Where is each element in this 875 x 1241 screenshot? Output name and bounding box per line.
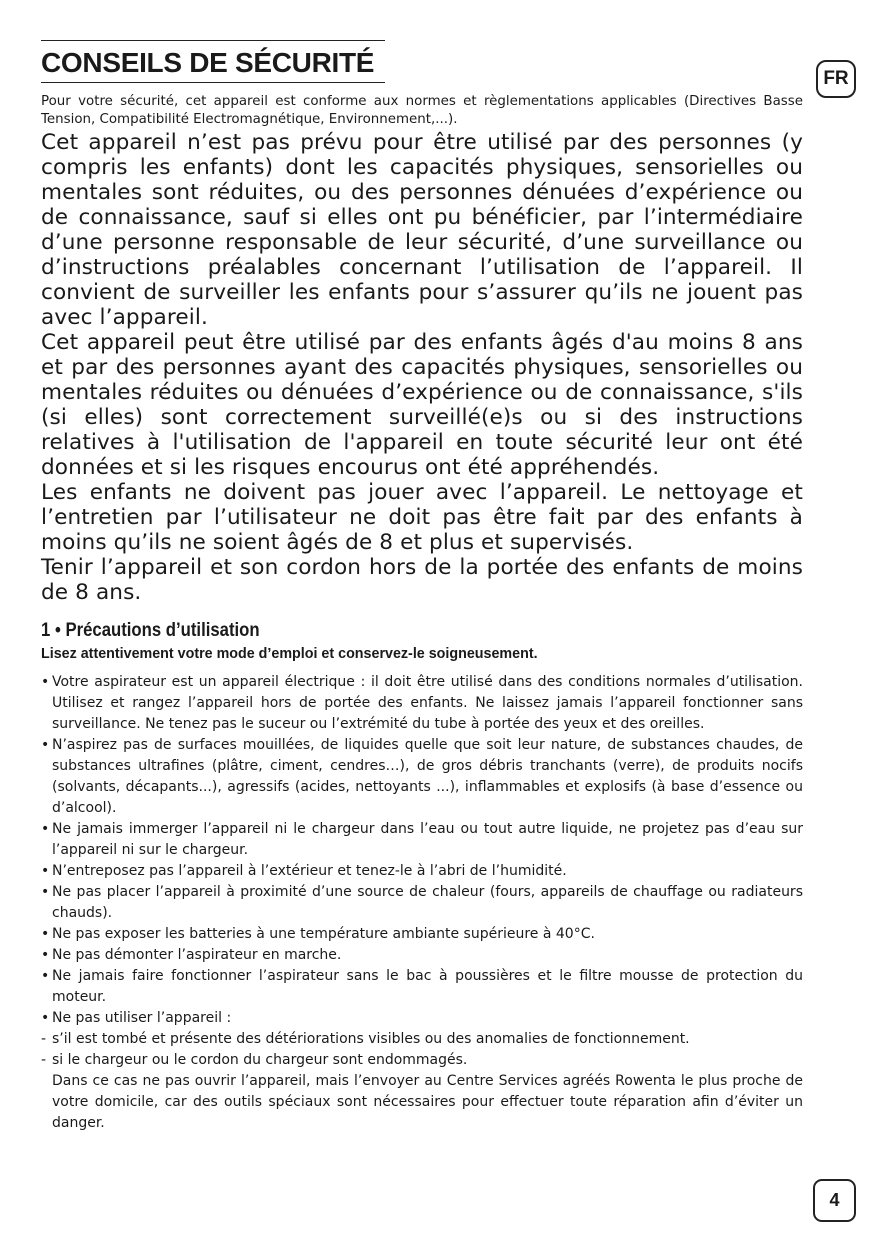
list-item [41,735,803,819]
bullet-icon: • [41,926,50,942]
list-item [41,1008,803,1029]
section-subtitle: Lisez attentivement votre mode d’emploi et conservez-le soigneusement. [41,646,538,662]
section-title: 1 • Précautions d’utilisation [41,620,260,641]
list-item-text: N’entreposez pas l’appareil à l’extérieur et tenez-le à l’abri de l’humidité. [52,863,567,879]
closing-paragraph: Dans ce cas ne pas ouvrir l’appareil, mais l’envoyer au Centre Services agréés Rowenta le plus proche de votre domicile, car des outils spéciaux sont nécessaires pour effectuer toute réparation afin d’éviter un danger. [52,1073,803,1131]
page-title: CONSEILS DE SÉCURITÉ [41,47,375,78]
bullet-icon: • [41,863,50,879]
dash-item-text: si le chargeur ou le cordon du chargeur sont endommagés. [52,1052,468,1068]
list-item [41,966,803,1008]
dash-item [41,1029,803,1050]
list-item [41,945,803,966]
precautions-list [41,672,803,1134]
title-block [41,40,385,83]
list-item-text: Ne jamais faire fonctionner l’aspirateur sans le bac à poussières et le filtre mousse de protection du moteur. [52,968,803,1005]
list-item-text: Ne pas placer l’appareil à proximité d’une source de chaleur (fours, appareils de chauffage ou radiateurs chauds). [52,884,803,921]
safety-warnings [41,130,803,605]
list-item [41,819,803,861]
list-item-text: Ne pas démonter l’aspirateur en marche. [52,947,342,963]
bullet-icon: • [41,884,50,900]
list-item [41,924,803,945]
warning-paragraph: Tenir l’appareil et son cordon hors de la portée des enfants de moins de 8 ans. [41,555,803,605]
dash-icon: - [41,1052,47,1068]
list-item-text: Ne pas utiliser l’appareil : [52,1010,232,1026]
bullet-icon: • [41,968,50,984]
list-item-text: N’aspirez pas de surfaces mouillées, de liquides quelle que soit leur nature, de substances chaudes, de substances ultrafines (plâtre, ciment, cendres…), de gros débris tranchants (verre), de produits nocifs (solvants, décapants...), agressifs (acides, nettoyants ...), inflammables et explosifs (à base d’essence ou d’alcool). [52,737,803,816]
warning-paragraph: Les enfants ne doivent pas jouer avec l’appareil. Le nettoyage et l’entretien par l’utilisateur ne doit pas être fait par des enfants à moins qu’ils ne soient âgés de 8 et plus et supervisés. [41,480,803,555]
page-content [41,40,803,1134]
bullet-icon: • [41,947,50,963]
list-item [41,882,803,924]
dash-icon: - [41,1031,47,1047]
list-item-text: Votre aspirateur est un appareil électrique : il doit être utilisé dans des conditions normales d’utilisation. Utilisez et rangez l’appareil hors de portée des enfants. Ne laissez jamais l’appareil fonctionner sans surveillance. Ne tenez pas le suceur ou l’extrémité du tube à portée des yeux et des oreilles. [52,674,803,732]
intro-paragraph: Pour votre sécurité, cet appareil est conforme aux normes et règlementations applicables (Directives Basse Tension, Compatibilité Electromagnétique, Environnement,...). [41,94,803,127]
page-number: 4 [813,1179,856,1222]
list-item-text: Ne jamais immerger l’appareil ni le chargeur dans l’eau ou tout autre liquide, ne projetez pas d’eau sur l’appareil ni sur le chargeur. [52,821,803,858]
language-badge: FR [816,60,856,98]
warning-paragraph: Cet appareil n’est pas prévu pour être utilisé par des personnes (y compris les enfants) dont les capacités physiques, sensorielles ou mentales sont réduites, ou des personnes dénuées d’expérience ou de connaissance, sauf si elles ont pu bénéficier, par l’intermédiaire d’une personne responsable de leur sécurité, d’une surveillance ou d’instructions préalables concernant l’utilisation de l’appareil. Il convient de surveiller les enfants pour s’assurer qu’ils ne jouent pas avec l’appareil. [41,130,803,330]
list-item [41,861,803,882]
list-item-text: Ne pas exposer les batteries à une température ambiante supérieure à 40°C. [52,926,595,942]
dash-item-text: s’il est tombé et présente des détériorations visibles ou des anomalies de fonctionnement. [52,1031,690,1047]
bullet-icon: • [41,821,50,837]
dash-item [41,1050,803,1071]
bullet-icon: • [41,674,50,690]
warning-paragraph: Cet appareil peut être utilisé par des enfants âgés d'au moins 8 ans et par des personnes ayant des capacités physiques, sensorielles ou mentales réduites ou dénuées d’expérience ou de connaissance, s'ils (si elles) sont correctement surveillé(e)s ou si des instructions relatives à l'utilisation de l'appareil en toute sécurité leur ont été données et si les risques encourus ont été appréhendés. [41,330,803,480]
bullet-icon: • [41,737,50,753]
list-item [41,672,803,735]
bullet-icon: • [41,1010,50,1026]
